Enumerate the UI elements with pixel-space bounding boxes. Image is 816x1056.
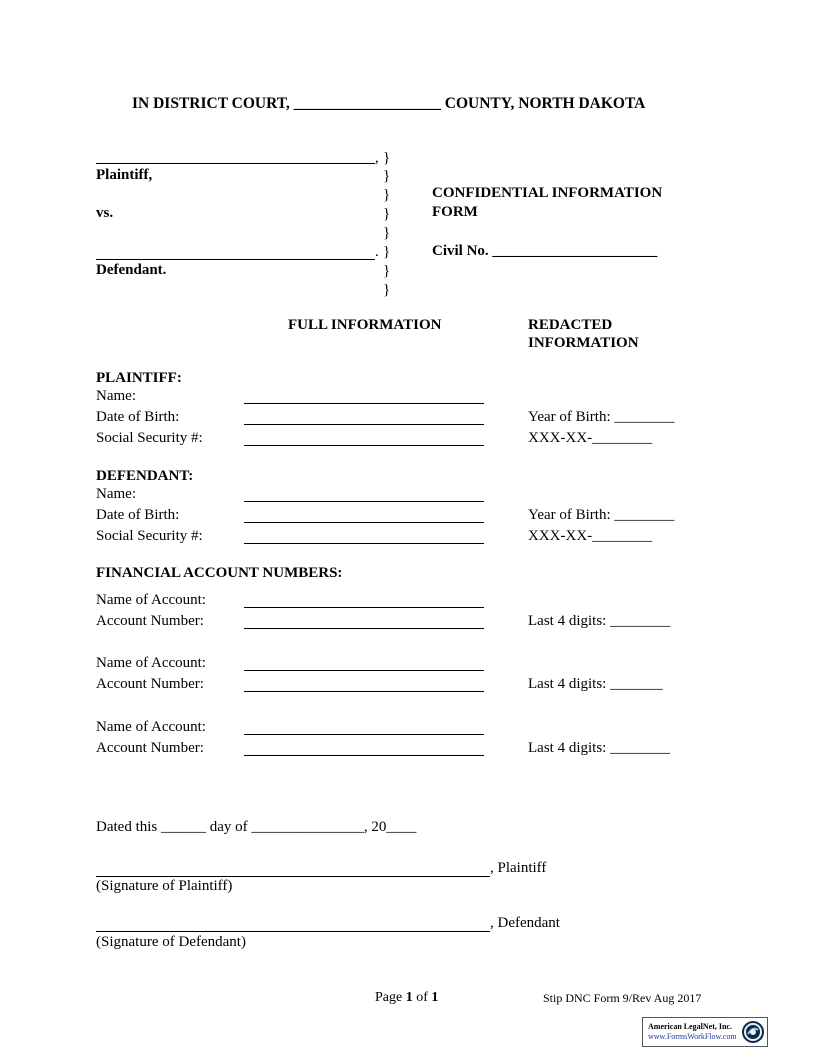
plaintiff-ssn-field[interactable] — [244, 445, 484, 446]
account-name-label: Name of Account: — [96, 719, 206, 735]
defendant-name-line[interactable] — [96, 259, 375, 260]
plaintiff-ssn-redacted[interactable]: XXX-XX-________ — [528, 430, 653, 446]
period-mark: . — [375, 244, 379, 260]
account-name-label: Name of Account: — [96, 592, 206, 608]
redacted-heading-line1: REDACTED — [528, 317, 613, 333]
page-prefix: Page — [375, 990, 403, 1005]
full-information-heading: FULL INFORMATION — [288, 317, 442, 333]
plaintiff-yob-redacted[interactable]: Year of Birth: ________ — [528, 409, 675, 425]
account-number-field[interactable] — [244, 755, 484, 756]
vs-label: vs. — [96, 205, 114, 221]
court-header-left: IN DISTRICT COURT, ___________________ — [132, 95, 441, 112]
form-title-line2: FORM — [432, 204, 478, 220]
page-current: 1 — [405, 990, 413, 1005]
defendant-signature-suffix: , Defendant — [490, 915, 560, 931]
civil-no-label: Civil No. ______________________ — [432, 243, 658, 259]
plaintiff-dob-field[interactable] — [244, 424, 484, 425]
caption-brace: } — [383, 150, 391, 166]
account-name-field[interactable] — [244, 670, 484, 671]
account-name-field[interactable] — [244, 734, 484, 735]
account-name-field[interactable] — [244, 607, 484, 608]
account-name-label: Name of Account: — [96, 655, 206, 671]
plaintiff-name-label: Name: — [96, 388, 136, 404]
court-header-right: COUNTY, NORTH DAKOTA — [444, 95, 646, 112]
defendant-dob-field[interactable] — [244, 522, 484, 523]
comma-mark: , — [375, 150, 379, 166]
financial-heading: FINANCIAL ACCOUNT NUMBERS: — [96, 565, 343, 581]
defendant-name-label: Name: — [96, 486, 136, 502]
account-last4-redacted[interactable]: Last 4 digits: ________ — [528, 740, 671, 756]
defendant-yob-redacted[interactable]: Year of Birth: ________ — [528, 507, 675, 523]
defendant-ssn-label: Social Security #: — [96, 528, 203, 544]
account-number-label: Account Number: — [96, 676, 204, 692]
forms-workflow-badge[interactable] — [642, 1017, 768, 1047]
badge-company: American LegalNet, Inc. — [648, 1022, 732, 1031]
caption-brace: } — [383, 244, 391, 260]
account-last4-redacted[interactable]: Last 4 digits: _______ — [528, 676, 663, 692]
defendant-heading: DEFENDANT: — [96, 468, 194, 484]
account-number-label: Account Number: — [96, 613, 204, 629]
form-id: Stip DNC Form 9/Rev Aug 2017 — [543, 991, 702, 1005]
defendant-ssn-redacted[interactable]: XXX-XX-________ — [528, 528, 653, 544]
caption-brace: } — [383, 282, 391, 298]
defendant-dob-label: Date of Birth: — [96, 507, 180, 523]
page-number — [375, 990, 438, 1006]
defendant-ssn-field[interactable] — [244, 543, 484, 544]
caption-brace: } — [383, 225, 391, 241]
plaintiff-dob-label: Date of Birth: — [96, 409, 180, 425]
plaintiff-signature-suffix: , Plaintiff — [490, 860, 547, 876]
court-header — [132, 95, 645, 113]
page-total: 1 — [431, 990, 439, 1005]
account-number-label: Account Number: — [96, 740, 204, 756]
account-number-field[interactable] — [244, 628, 484, 629]
redacted-heading-line2: INFORMATION — [528, 335, 639, 351]
dated-line[interactable]: Dated this ______ day of _______________, 20____ — [96, 819, 417, 835]
form-title-line1: CONFIDENTIAL INFORMATION — [432, 185, 663, 201]
caption-brace: } — [383, 168, 391, 184]
plaintiff-name-field[interactable] — [244, 403, 484, 404]
caption-brace: } — [383, 206, 391, 222]
caption-brace: } — [383, 187, 391, 203]
account-number-field[interactable] — [244, 691, 484, 692]
defendant-signature-line[interactable] — [96, 931, 490, 932]
globe-logo-icon — [741, 1020, 765, 1044]
defendant-label: Defendant. — [96, 262, 167, 278]
plaintiff-signature-line[interactable] — [96, 876, 490, 877]
account-last4-redacted[interactable]: Last 4 digits: ________ — [528, 613, 671, 629]
defendant-name-field[interactable] — [244, 501, 484, 502]
plaintiff-heading: PLAINTIFF: — [96, 370, 182, 386]
caption-brace: } — [383, 263, 391, 279]
defendant-signature-caption: (Signature of Defendant) — [96, 934, 246, 950]
plaintiff-name-line[interactable] — [96, 163, 375, 164]
plaintiff-ssn-label: Social Security #: — [96, 430, 203, 446]
page-of: of — [416, 990, 428, 1005]
plaintiff-signature-caption: (Signature of Plaintiff) — [96, 878, 233, 894]
plaintiff-label: Plaintiff, — [96, 167, 153, 183]
badge-url: www.FormsWorkFlow.com — [648, 1032, 737, 1041]
